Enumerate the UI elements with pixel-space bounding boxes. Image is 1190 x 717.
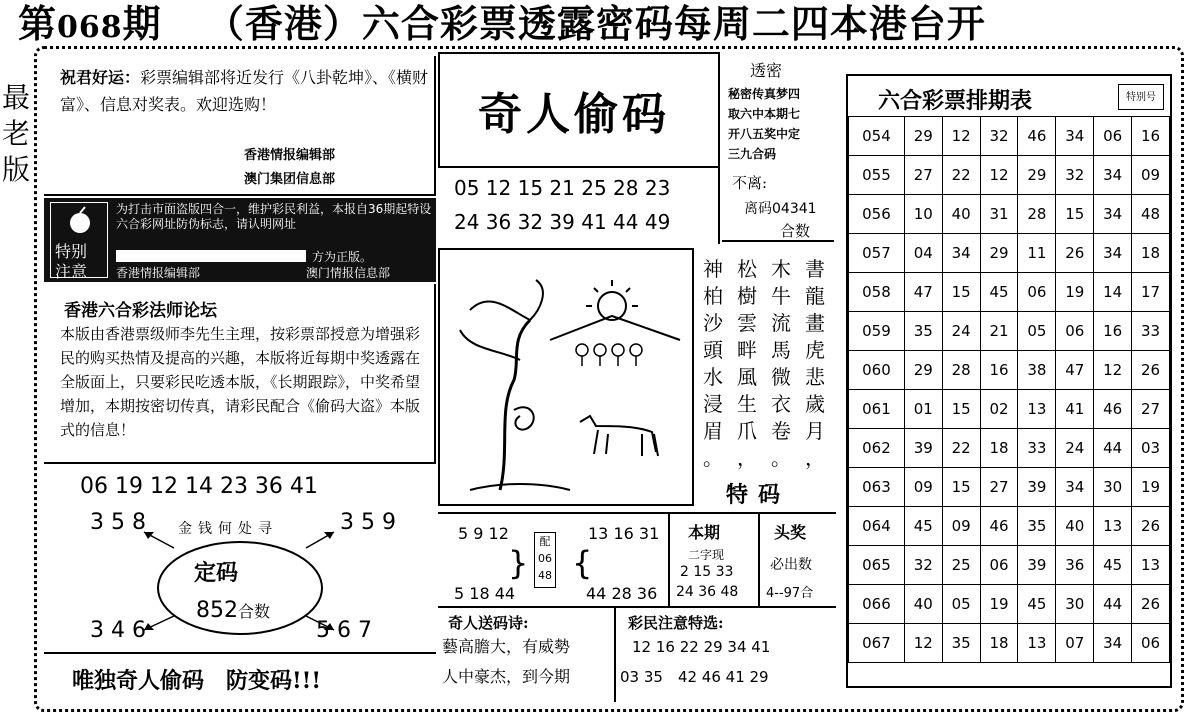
number-cell: 46 — [1094, 390, 1132, 429]
number-cell: 19 — [1056, 273, 1094, 312]
secret-line: 三九合码 — [728, 147, 777, 161]
number-cell: 05 — [1018, 312, 1056, 351]
table-row — [849, 507, 1170, 546]
poem-column: 書龍畫虎悲歲月 ， — [805, 257, 825, 470]
schedule-table-wrap — [848, 116, 1170, 663]
number-cell: 39 — [904, 429, 942, 468]
notice-text: 为打击市面盗版四合一，维护彩民利益，本报自36期起特设六合彩网址防伪标志，请认明网址 — [116, 202, 432, 231]
greeting-title: 祝君好运： — [60, 68, 141, 87]
notice-sign-1: 香港情报编辑部 — [116, 266, 201, 280]
number-cell: 32 — [904, 546, 942, 585]
pei-right-top: 13 16 31 — [588, 524, 660, 543]
forum-title: 香港六合彩法师论坛 — [64, 301, 217, 321]
number-cell: 45 — [1018, 585, 1056, 624]
number-cell: 18 — [980, 624, 1018, 663]
issue-cell: 060 — [849, 351, 905, 390]
number-cell: 48 — [1132, 195, 1170, 234]
notice-box — [44, 198, 436, 282]
table-row — [849, 468, 1170, 507]
number-cell: 16 — [980, 351, 1018, 390]
slogan-box — [44, 652, 436, 702]
number-cell: 32 — [980, 117, 1018, 156]
number-cell: 06 — [1018, 273, 1056, 312]
number-cell: 41 — [1056, 390, 1094, 429]
number-cell: 46 — [1018, 117, 1056, 156]
poem-column: 木牛流馬微衣卷 。 — [771, 257, 791, 470]
table-row — [849, 156, 1170, 195]
ding-arc-text: 金钱何处寻 — [178, 521, 278, 537]
toujiang-box — [760, 512, 836, 606]
number-cell: 34 — [1094, 156, 1132, 195]
number-cell: 40 — [1056, 507, 1094, 546]
secret-line: 开八五奖中定 — [728, 127, 801, 141]
secret-head: 透密 — [750, 61, 783, 80]
brace-left-icon: } — [508, 544, 529, 582]
notice-official: 方为正版。 — [312, 250, 373, 264]
number-cell: 12 — [980, 156, 1018, 195]
table-row — [849, 351, 1170, 390]
issue-cell: 058 — [849, 273, 905, 312]
number-cell: 26 — [1132, 351, 1170, 390]
number-cell: 39 — [1018, 468, 1056, 507]
number-cell: 19 — [1132, 468, 1170, 507]
number-cell: 03 — [1132, 429, 1170, 468]
issue-cell: 067 — [849, 624, 905, 663]
issue-cell: 054 — [849, 117, 905, 156]
number-cell: 46 — [980, 507, 1018, 546]
song-line-2: 人中豪杰，到今期 — [442, 667, 571, 686]
number-cell: 28 — [1018, 195, 1056, 234]
forum-box — [44, 284, 436, 464]
secret-line: 秘密传真梦四 — [728, 87, 801, 101]
number-cell: 19 — [980, 585, 1018, 624]
number-cell: 31 — [980, 195, 1018, 234]
center-title-box — [438, 52, 720, 168]
song-title: 奇人送码诗: — [448, 614, 529, 632]
tree-horse-illustration — [440, 250, 692, 504]
brace-right-icon: { — [572, 544, 593, 582]
poem-box — [694, 248, 836, 470]
schedule-special: 特别号 — [1118, 84, 1164, 110]
tema-label: 特码 — [726, 482, 791, 508]
lucky-numbers: 06 19 12 14 23 36 41 — [80, 474, 318, 499]
number-cell: 34 — [1094, 234, 1132, 273]
secret-heshu: 合数 — [780, 222, 811, 240]
secret-code: 离码04341 — [744, 201, 817, 217]
number-cell: 47 — [1056, 351, 1094, 390]
secret-buli: 不离: — [732, 174, 768, 192]
number-cell: 25 — [942, 546, 980, 585]
number-cell: 12 — [942, 117, 980, 156]
number-cell: 18 — [1132, 234, 1170, 273]
secret-line: 取六中本期七 — [728, 107, 801, 121]
center-numbers-2: 24 36 32 39 41 44 49 — [454, 210, 671, 234]
number-cell: 35 — [942, 624, 980, 663]
notice-label-box — [50, 202, 108, 281]
number-cell: 30 — [1094, 468, 1132, 507]
number-cell: 34 — [1056, 468, 1094, 507]
greeting-body: 彩票编辑部将近发行《八卦乾坤》、《横财富》、信息对奖表。欢迎选购！ — [60, 68, 429, 114]
number-cell: 30 — [1056, 585, 1094, 624]
number-cell: 15 — [942, 390, 980, 429]
song-box — [438, 606, 616, 702]
number-cell: 47 — [904, 273, 942, 312]
ding-center-suffix: 合数 — [238, 602, 271, 621]
center-numbers-box — [438, 168, 720, 244]
number-cell: 09 — [1132, 156, 1170, 195]
benqi-line-2: 24 36 48 — [676, 584, 739, 600]
issue-cell: 066 — [849, 585, 905, 624]
pei-middle-2: 48 — [538, 569, 552, 582]
url-blank — [116, 250, 306, 262]
table-row — [849, 117, 1170, 156]
number-cell: 27 — [1132, 390, 1170, 429]
ding-top-right: 3 5 9 — [340, 510, 396, 535]
pei-middle — [534, 532, 556, 588]
toujiang-range: 4--97合 — [766, 586, 814, 601]
number-cell: 04 — [904, 234, 942, 273]
issue-cell: 062 — [849, 429, 905, 468]
side-label — [2, 80, 31, 188]
number-cell: 34 — [942, 234, 980, 273]
number-cell: 26 — [1132, 585, 1170, 624]
forum-body: 本版由香港票级师李先生主理，按彩票部授意为增强彩民的购买热情及提高的兴趣，本版将近每期中奖透露在全版面上，只要彩民吃透本版，《长期跟踪》，中奖希望增加，本期按密切传真，请彩民配合《偷码大盗》本版式的信息！ — [60, 325, 421, 439]
number-cell: 45 — [980, 273, 1018, 312]
illustration-box — [438, 248, 694, 506]
number-cell: 27 — [904, 156, 942, 195]
number-cell: 38 — [1018, 351, 1056, 390]
number-cell: 16 — [1094, 312, 1132, 351]
side-char: 版 — [2, 153, 31, 186]
number-cell: 28 — [942, 351, 980, 390]
issue-cell: 057 — [849, 234, 905, 273]
notice-sign-2: 澳门情报信息部 — [306, 266, 391, 280]
ding-diagram — [44, 504, 436, 652]
number-cell: 26 — [1132, 507, 1170, 546]
secret-lines — [728, 84, 800, 164]
number-cell: 15 — [942, 468, 980, 507]
number-cell: 16 — [1132, 117, 1170, 156]
number-cell: 07 — [1056, 624, 1094, 663]
notice-label-2: 注意 — [55, 262, 88, 281]
notice-label-1: 特别 — [55, 242, 88, 261]
poem-column: 神柏沙頭水浸眉 。 — [703, 257, 723, 470]
number-cell: 34 — [1056, 117, 1094, 156]
page-header — [18, 2, 1178, 46]
caimin-line-2: 03 35 42 46 41 29 — [620, 668, 769, 686]
issue-cell: 063 — [849, 468, 905, 507]
table-row — [849, 195, 1170, 234]
number-cell: 33 — [1018, 429, 1056, 468]
number-cell: 02 — [980, 390, 1018, 429]
issue-cell: 055 — [849, 156, 905, 195]
issue-number: 068 — [57, 10, 123, 45]
center-numbers-1: 05 12 15 21 25 28 23 — [454, 176, 671, 200]
number-cell: 40 — [942, 195, 980, 234]
number-cell: 32 — [1056, 156, 1094, 195]
number-cell: 24 — [942, 312, 980, 351]
pei-middle-1: 06 — [538, 552, 552, 565]
table-row — [849, 546, 1170, 585]
number-cell: 40 — [904, 585, 942, 624]
number-cell: 33 — [1132, 312, 1170, 351]
benqi-line-1: 2 15 33 — [680, 564, 734, 580]
toujiang-sub: 必出数 — [770, 557, 812, 573]
issue-cell: 065 — [849, 546, 905, 585]
number-cell: 15 — [942, 273, 980, 312]
caimin-box — [616, 606, 836, 702]
pei-left-bottom: 5 18 44 — [454, 584, 516, 603]
number-cell: 01 — [904, 390, 942, 429]
number-cell: 34 — [1094, 195, 1132, 234]
greeting-text — [60, 64, 430, 118]
issue-cell: 059 — [849, 312, 905, 351]
pei-box — [438, 512, 670, 606]
benqi-title: 本期 — [688, 523, 721, 542]
number-cell: 18 — [980, 429, 1018, 468]
greeting-box — [44, 56, 436, 196]
number-cell: 15 — [1056, 195, 1094, 234]
number-cell: 36 — [1056, 546, 1094, 585]
number-cell: 24 — [1056, 429, 1094, 468]
song-line-1: 藝高膽大，有威勢 — [442, 637, 571, 656]
number-cell: 11 — [1018, 234, 1056, 273]
greeting-sign-2: 澳门集团信息部 — [244, 172, 336, 187]
ding-bottom-right: 5 6 7 — [316, 618, 372, 643]
number-cell: 06 — [1056, 312, 1094, 351]
number-cell: 27 — [980, 468, 1018, 507]
pei-right-bottom: 44 28 36 — [586, 584, 658, 603]
number-cell: 17 — [1132, 273, 1170, 312]
poem-column: 松樹雲畔風生爪 ， — [737, 257, 757, 470]
number-cell: 06 — [1132, 624, 1170, 663]
number-cell: 06 — [1094, 117, 1132, 156]
number-cell: 13 — [1094, 507, 1132, 546]
number-cell: 44 — [1094, 585, 1132, 624]
issue-cell: 056 — [849, 195, 905, 234]
number-cell: 29 — [1018, 156, 1056, 195]
center-title: 奇人偷码 — [478, 89, 670, 140]
number-cell: 13 — [1018, 390, 1056, 429]
caimin-title: 彩民注意特选: — [628, 614, 724, 632]
benqi-box — [670, 512, 760, 606]
schedule-title: 六合彩票排期表 — [878, 88, 1033, 114]
number-cell: 12 — [904, 624, 942, 663]
number-cell: 13 — [1132, 546, 1170, 585]
slogan: 唯独奇人偷码 防变码!!! — [72, 668, 321, 694]
page-title: （香港）六合彩票透露密码每周二四本港台开 — [205, 1, 986, 46]
number-cell: 44 — [1094, 429, 1132, 468]
issue-prefix: 第 — [18, 1, 58, 46]
number-cell: 35 — [904, 312, 942, 351]
number-cell: 45 — [1094, 546, 1132, 585]
number-cell: 34 — [1094, 624, 1132, 663]
table-row — [849, 585, 1170, 624]
number-cell: 06 — [980, 546, 1018, 585]
issue-cell: 061 — [849, 390, 905, 429]
number-cell: 22 — [942, 429, 980, 468]
toujiang-title: 头奖 — [774, 523, 807, 542]
ding-label: 定码 — [194, 560, 239, 586]
table-row — [849, 624, 1170, 663]
number-cell: 29 — [904, 117, 942, 156]
number-cell: 12 — [1094, 351, 1132, 390]
number-cell: 10 — [904, 195, 942, 234]
side-char: 最 — [2, 81, 31, 114]
number-cell: 45 — [904, 507, 942, 546]
number-cell: 09 — [904, 468, 942, 507]
number-cell: 35 — [1018, 507, 1056, 546]
number-cell: 39 — [1018, 546, 1056, 585]
ding-center — [196, 598, 270, 623]
ding-center-number: 852 — [196, 598, 238, 623]
number-cell: 21 — [980, 312, 1018, 351]
schedule-table — [848, 116, 1170, 663]
number-cell: 26 — [1056, 234, 1094, 273]
pei-left-top: 5 9 12 — [458, 524, 509, 543]
ding-bottom-left: 3 4 6 — [90, 618, 146, 643]
benqi-sub: 二字现 — [688, 548, 725, 562]
pei-middle-head: 配 — [539, 535, 551, 548]
ding-top-left: 3 5 8 — [90, 510, 146, 535]
table-row — [849, 273, 1170, 312]
number-cell: 14 — [1094, 273, 1132, 312]
bomb-icon — [65, 205, 95, 235]
number-cell: 05 — [942, 585, 980, 624]
side-char: 老 — [2, 117, 31, 150]
schedule-box — [846, 74, 1172, 688]
secret-box — [722, 52, 834, 242]
table-row — [849, 312, 1170, 351]
issue-suffix: 期 — [122, 1, 162, 46]
table-row — [849, 429, 1170, 468]
caimin-line-1: 12 16 22 29 34 41 — [632, 638, 771, 656]
number-cell: 13 — [1018, 624, 1056, 663]
table-row — [849, 234, 1170, 273]
greeting-sign-1: 香港情报编辑部 — [244, 148, 336, 163]
number-cell: 09 — [942, 507, 980, 546]
number-cell: 29 — [904, 351, 942, 390]
number-cell: 22 — [942, 156, 980, 195]
table-row — [849, 390, 1170, 429]
number-cell: 29 — [980, 234, 1018, 273]
issue-cell: 064 — [849, 507, 905, 546]
